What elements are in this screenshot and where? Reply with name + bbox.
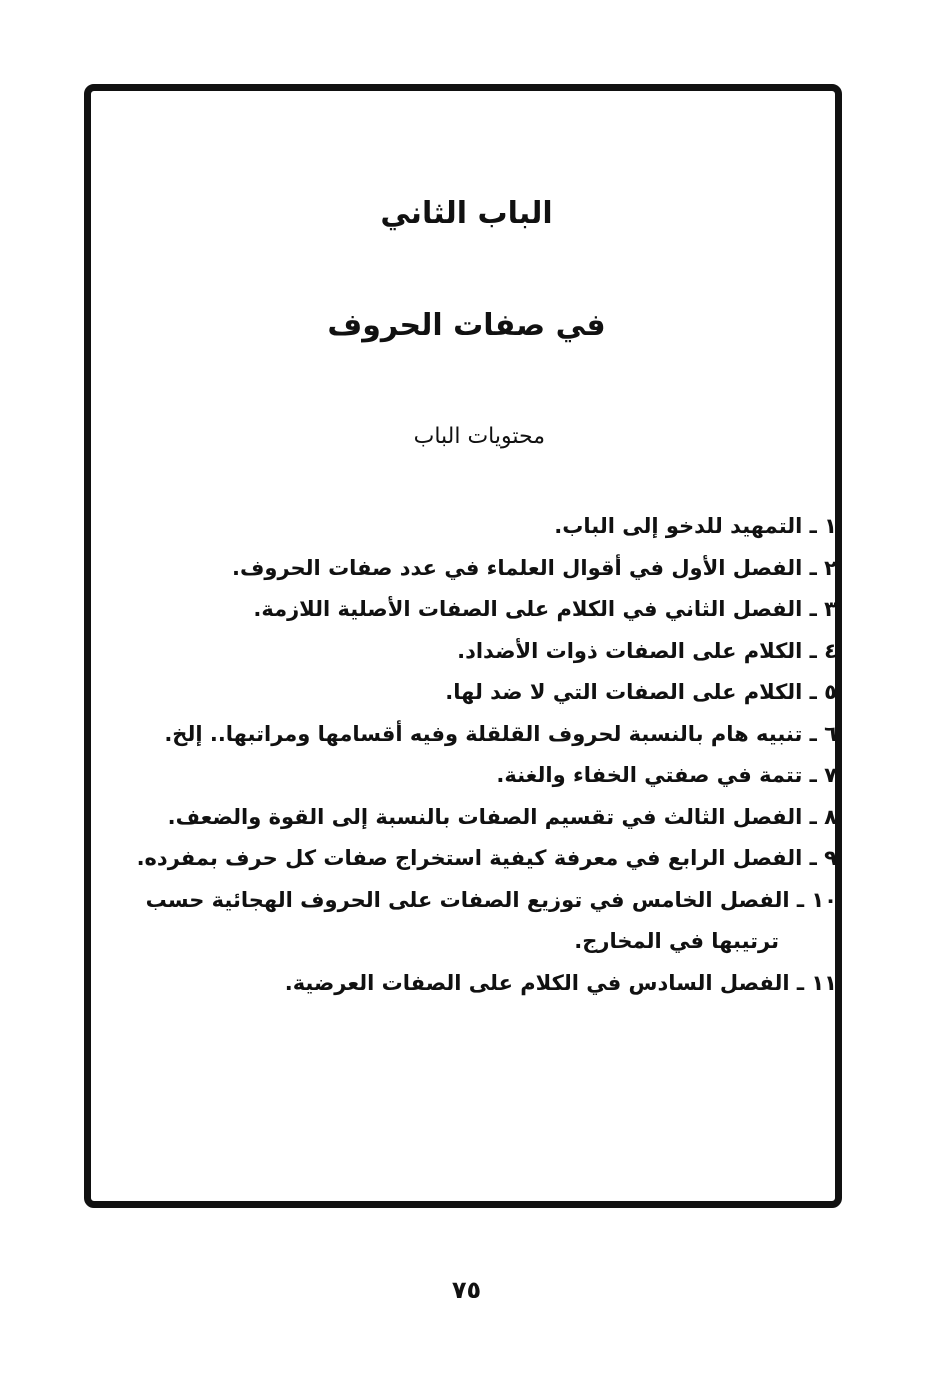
contents-list [107, 506, 837, 1004]
contents-item-5: ٥ ـ الكلام على الصفات التي لا ضد لها. [445, 680, 837, 704]
contents-item-10 [107, 880, 837, 963]
contents-item-8: ٨ ـ الفصل الثالث في تقسيم الصفات بالنسبة إلى القوة والضعف. [167, 804, 837, 829]
page-number: ٧٥ [451, 1276, 482, 1304]
contents-item-6: ٦ ـ تنبيه هام بالنسبة لحروف القلقلة وفيه أقسامها ومراتبها.. إلخ. [164, 721, 837, 746]
contents-item-2: ٢ ـ الفصل الأول في أقوال العلماء في عدد صفات الحروف. [232, 555, 837, 580]
chapter-title: الباب الثاني [380, 196, 553, 231]
contents-item-3: ٣ ـ الفصل الثاني في الكلام على الصفات الأصلية اللازمة. [253, 597, 837, 621]
contents-heading: محتويات الباب [413, 424, 545, 449]
contents-item-10-line-2: ترتيبها في المخارج. [574, 929, 779, 953]
contents-item-4: ٤ ـ الكلام على الصفات ذوات الأضداد. [457, 638, 837, 663]
contents-item-10-line-1: ١٠ ـ الفصل الخامس في توزيع الصفات على الحروف الهجائية حسب [145, 887, 837, 912]
contents-item-7: ٧ ـ تتمة في صفتي الخفاء والغنة. [496, 763, 837, 787]
contents-item-1: ١ ـ التمهيد للدخو إلى الباب. [554, 514, 837, 538]
chapter-subtitle: في صفات الحروف [327, 308, 606, 343]
contents-item-9: ٩ ـ الفصل الرابع في معرفة كيفية استخراج صفات كل حرف بمفرده. [136, 846, 837, 870]
contents-item-11: ١١ ـ الفصل السادس في الكلام على الصفات العرضية. [284, 970, 837, 995]
